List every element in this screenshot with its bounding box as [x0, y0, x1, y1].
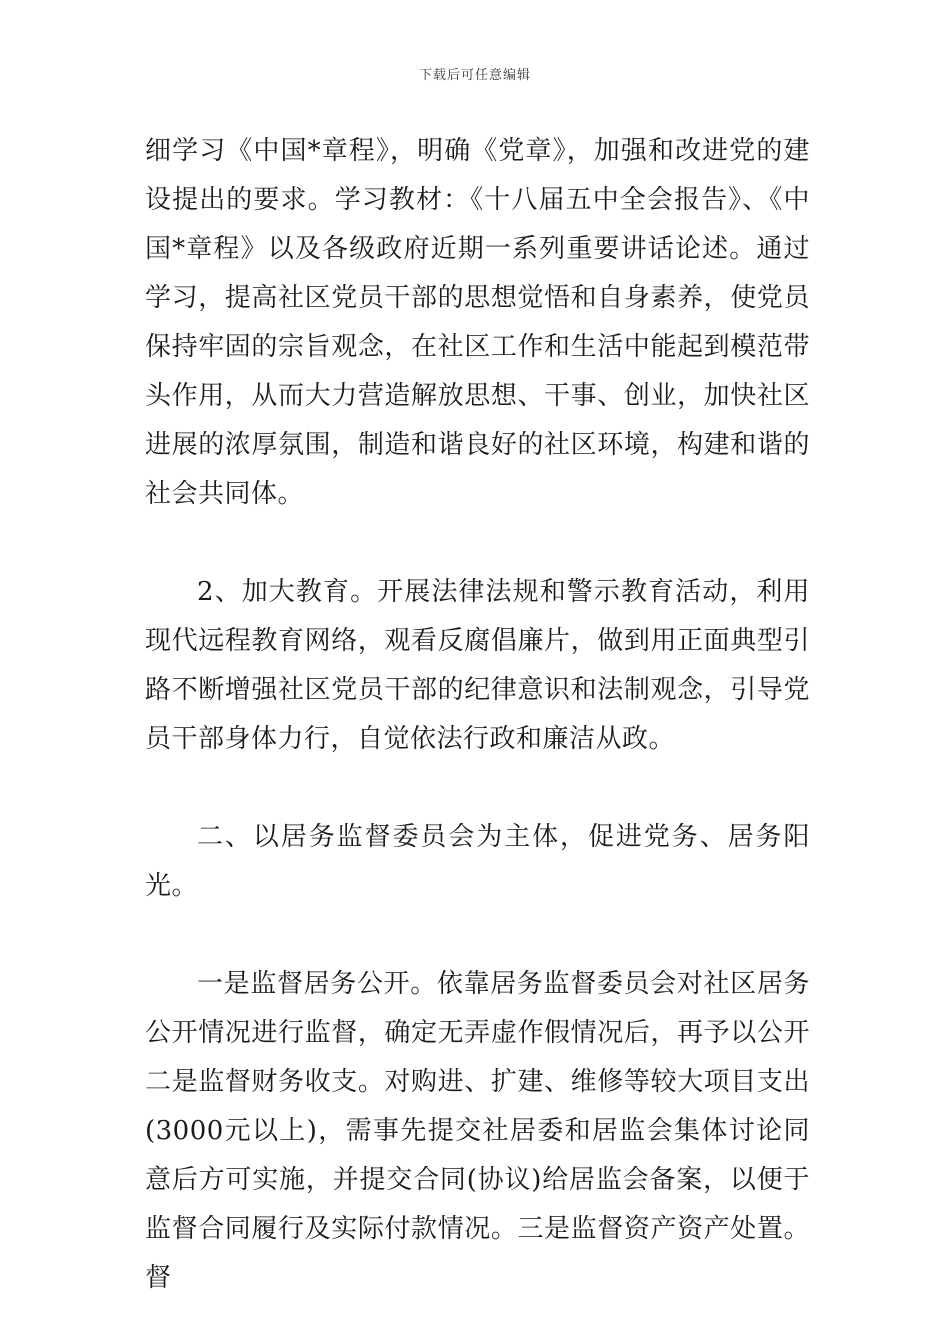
document-body — [145, 127, 810, 1303]
section-heading-two: 二、以居务监督委员会为主体，促进党务、居务阳光。 — [145, 822, 810, 901]
paragraph-supervision: 一是监督居务公开。依靠居务监督委员会对社区居务公开情况进行监督，确定无弄虚作假情况后，再予以公开二是监督财务收支。对购进、扩建、维修等较大项目支出(3000元以上)，需事先提交社居委和居监会集体讨论同意后方可实施，并提交合同(协议)给居监会备案，以便于监督合同履行及实际付款情况。三是监督资产资产处置。督 — [145, 969, 810, 1293]
paragraph-study: 细学习《中国*章程》，明确《党章》，加强和改进党的建设提出的要求。学习教材：《十八届五中全会报告》、《中国*章程》以及各级政府近期一系列重要讲话论述。通过学习，提高社区党员干部的思想觉悟和自身素养，使党员保持牢固的宗旨观念，在社区工作和生活中能起到模范带头作用，从而大力营造解放思想、干事、创业，加快社区进展的浓厚氛围，制造和谐良好的社区环境，构建和谐的社会共同体。 — [145, 136, 810, 509]
paragraph-education: 2、加大教育。开展法律法规和警示教育活动，利用现代远程教育网络，观看反腐倡廉片，做到用正面典型引路不断增强社区党员干部的纪律意识和法制观念，引导党员干部身体力行，自觉依法行政和廉洁从政。 — [145, 577, 810, 754]
page-header: 下载后可任意编辑 — [418, 68, 531, 83]
